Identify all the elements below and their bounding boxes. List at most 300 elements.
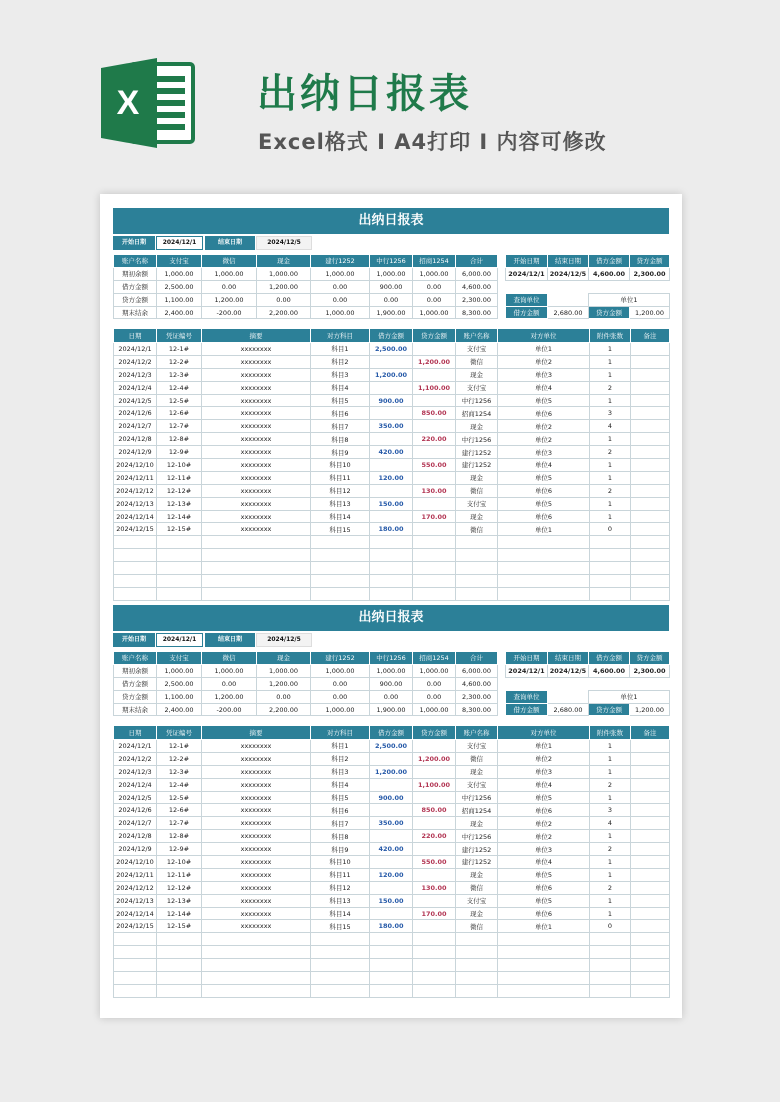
detail-header: 日期 (114, 726, 157, 740)
detail-cell: 2024/12/6 (114, 804, 157, 817)
summary-cell: 1,000.00 (311, 306, 370, 319)
summary-cell: 1,200.00 (257, 280, 311, 293)
detail-cell: 现金 (456, 420, 498, 433)
detail-cell: 350.00 (370, 817, 413, 830)
empty-cell (370, 972, 413, 985)
svg-text:X: X (116, 84, 140, 122)
banner-subtitle: Excel格式 I A4打印 I 内容可修改 (258, 130, 607, 154)
detail-cell: 12-13# (157, 894, 202, 907)
end-date-value[interactable]: 2024/12/5 (256, 236, 312, 250)
detail-cell: 科目6 (311, 804, 370, 817)
detail-cell: 建行1252 (456, 446, 498, 459)
detail-cell: 单位3 (498, 765, 590, 778)
detail-cell: 1 (590, 510, 631, 523)
detail-cell: 现金 (456, 510, 498, 523)
detail-cell: 1 (590, 856, 631, 869)
detail-cell: 1 (590, 471, 631, 484)
detail-cell (370, 355, 413, 368)
detail-cell: 12-4# (157, 381, 202, 394)
summary-cell: 2,300.00 (456, 690, 498, 703)
table-row (114, 920, 670, 933)
detail-cell: 12-10# (157, 459, 202, 472)
empty-cell (157, 933, 202, 946)
detail-cell: 900.00 (370, 791, 413, 804)
empty-cell (370, 946, 413, 959)
detail-cell: 2024/12/2 (114, 355, 157, 368)
detail-cell: 1,200.00 (413, 355, 456, 368)
detail-cell: 12-2# (157, 752, 202, 765)
detail-cell: 1 (590, 830, 631, 843)
empty-cell (114, 549, 157, 562)
detail-cell: 12-9# (157, 446, 202, 459)
detail-cell: xxxxxxxx (202, 791, 311, 804)
detail-cell: 2 (590, 843, 631, 856)
empty-cell (370, 587, 413, 600)
detail-header: 贷方金额 (413, 726, 456, 740)
detail-cell (631, 804, 670, 817)
empty-cell (631, 959, 670, 972)
query-header: 贷方金额 (630, 652, 670, 665)
detail-cell: xxxxxxxx (202, 471, 311, 484)
detail-cell: xxxxxxxx (202, 778, 311, 791)
summary-header: 现金 (257, 255, 311, 268)
detail-cell: 150.00 (370, 894, 413, 907)
summary-cell: 2,400.00 (157, 306, 202, 319)
summary-row (114, 306, 498, 319)
summary-header: 中行1256 (370, 255, 413, 268)
detail-cell: 支付宝 (456, 778, 498, 791)
detail-cell: 单位6 (498, 907, 590, 920)
query-header: 开始日期 (506, 652, 548, 665)
detail-header: 账户名称 (456, 329, 498, 343)
empty-cell (631, 536, 670, 549)
detail-cell: xxxxxxxx (202, 868, 311, 881)
empty-cell (311, 933, 370, 946)
empty-cell (202, 946, 311, 959)
detail-cell (631, 510, 670, 523)
detail-cell (631, 752, 670, 765)
summary-cell: 1,000.00 (370, 267, 413, 280)
detail-cell (631, 394, 670, 407)
table-row (114, 471, 670, 484)
detail-cell: 科目9 (311, 843, 370, 856)
query-value: 2,300.00 (630, 267, 670, 280)
query-unit-value[interactable]: 单位1 (589, 293, 670, 306)
detail-cell: 单位4 (498, 778, 590, 791)
detail-cell: 1 (590, 497, 631, 510)
empty-cell (590, 587, 631, 600)
detail-cell: 招商1254 (456, 804, 498, 817)
detail-cell (631, 868, 670, 881)
empty-cell (456, 562, 498, 575)
start-date-value[interactable]: 2024/12/1 (156, 236, 203, 250)
detail-cell: 微信 (456, 920, 498, 933)
detail-cell: 单位6 (498, 510, 590, 523)
query-summary-table (505, 254, 670, 319)
detail-header: 日期 (114, 329, 157, 343)
summary-row (114, 293, 498, 306)
detail-header: 摘要 (202, 726, 311, 740)
detail-cell: 单位1 (498, 523, 590, 536)
detail-cell: 科目4 (311, 778, 370, 791)
detail-cell: 微信 (456, 881, 498, 894)
empty-cell (413, 562, 456, 575)
detail-header: 对方科目 (311, 726, 370, 740)
detail-cell: 12-12# (157, 881, 202, 894)
table-row (114, 881, 670, 894)
detail-cell: 中行1256 (456, 791, 498, 804)
detail-cell: 科目11 (311, 868, 370, 881)
detail-cell: 0 (590, 920, 631, 933)
summary-header: 合计 (456, 652, 498, 665)
detail-cell (370, 778, 413, 791)
summary-header: 账户名称 (114, 255, 157, 268)
detail-cell: 2024/12/7 (114, 420, 157, 433)
empty-cell (202, 587, 311, 600)
summary-row-label: 贷方金额 (114, 690, 157, 703)
detail-cell: 中行1256 (456, 830, 498, 843)
detail-cell: 支付宝 (456, 740, 498, 753)
detail-cell (631, 740, 670, 753)
detail-cell: xxxxxxxx (202, 355, 311, 368)
empty-cell (157, 984, 202, 997)
detail-cell: 420.00 (370, 843, 413, 856)
empty-cell (157, 946, 202, 959)
empty-cell (157, 972, 202, 985)
detail-cell (631, 381, 670, 394)
detail-cell: 2 (590, 881, 631, 894)
detail-cell: 2024/12/4 (114, 381, 157, 394)
detail-cell: 单位6 (498, 484, 590, 497)
detail-table (113, 725, 670, 998)
detail-cell: 科目6 (311, 407, 370, 420)
table-row (114, 765, 670, 778)
summary-cell: 0.00 (257, 690, 311, 703)
empty-cell (114, 536, 157, 549)
detail-cell: xxxxxxxx (202, 343, 311, 356)
empty-cell (370, 536, 413, 549)
start-date-label: 开始日期 (113, 633, 155, 647)
start-date-label: 开始日期 (113, 236, 155, 250)
detail-cell: 科目10 (311, 459, 370, 472)
summary-cell: 6,000.00 (456, 267, 498, 280)
table-row (114, 843, 670, 856)
table-row (114, 778, 670, 791)
detail-cell: 2024/12/13 (114, 497, 157, 510)
table-row (114, 355, 670, 368)
query-header: 结束日期 (548, 652, 589, 665)
summary-cell: 6,000.00 (456, 664, 498, 677)
detail-cell: 2024/12/14 (114, 907, 157, 920)
summary-cell: 1,000.00 (311, 267, 370, 280)
detail-cell: 12-7# (157, 420, 202, 433)
summary-cell: 0.00 (311, 677, 370, 690)
summary-cell: 0.00 (413, 280, 456, 293)
detail-cell: 支付宝 (456, 343, 498, 356)
detail-cell (413, 343, 456, 356)
detail-cell (370, 459, 413, 472)
detail-cell: 微信 (456, 355, 498, 368)
summary-cell: 0.00 (257, 293, 311, 306)
empty-cell (157, 536, 202, 549)
empty-cell (413, 946, 456, 959)
detail-cell: 220.00 (413, 433, 456, 446)
empty-cell (498, 959, 590, 972)
detail-cell: 12-13# (157, 497, 202, 510)
detail-cell: 12-15# (157, 920, 202, 933)
detail-cell: 12-5# (157, 394, 202, 407)
detail-cell: 4 (590, 420, 631, 433)
empty-cell (114, 959, 157, 972)
detail-cell: 科目3 (311, 765, 370, 778)
date-range-row (113, 633, 669, 647)
detail-header: 凭证编号 (157, 329, 202, 343)
summary-cell: 1,000.00 (370, 664, 413, 677)
detail-cell: 单位2 (498, 752, 590, 765)
detail-cell: 3 (590, 804, 631, 817)
detail-cell: 科目7 (311, 817, 370, 830)
empty-cell (114, 946, 157, 959)
empty-cell (202, 549, 311, 562)
empty-cell (311, 587, 370, 600)
empty-cell (631, 946, 670, 959)
summary-cell: 2,500.00 (157, 677, 202, 690)
empty-row (114, 933, 670, 946)
detail-cell: xxxxxxxx (202, 497, 311, 510)
detail-cell: 12-2# (157, 355, 202, 368)
empty-cell (590, 536, 631, 549)
detail-cell: 单位6 (498, 407, 590, 420)
empty-cell (413, 959, 456, 972)
detail-cell: 单位1 (498, 740, 590, 753)
detail-cell: 2024/12/15 (114, 523, 157, 536)
summary-cell: 2,500.00 (157, 280, 202, 293)
table-row (114, 868, 670, 881)
detail-cell (631, 894, 670, 907)
empty-row (114, 587, 670, 600)
detail-cell: 单位2 (498, 355, 590, 368)
summary-row-label: 期初余额 (114, 267, 157, 280)
start-date-value[interactable]: 2024/12/1 (156, 633, 203, 647)
detail-cell (370, 407, 413, 420)
detail-cell: 2024/12/13 (114, 894, 157, 907)
detail-cell: 科目1 (311, 343, 370, 356)
empty-cell (498, 562, 590, 575)
summary-row-label: 贷方金额 (114, 293, 157, 306)
detail-cell: 科目8 (311, 433, 370, 446)
empty-cell (114, 984, 157, 997)
detail-cell: 单位4 (498, 381, 590, 394)
detail-cell (631, 343, 670, 356)
detail-cell (370, 510, 413, 523)
empty-row (114, 549, 670, 562)
empty-cell (498, 536, 590, 549)
detail-header: 附件张数 (590, 726, 631, 740)
end-date-value[interactable]: 2024/12/5 (256, 633, 312, 647)
summary-header: 支付宝 (157, 255, 202, 268)
detail-cell: 科目15 (311, 920, 370, 933)
detail-cell: 12-3# (157, 368, 202, 381)
detail-cell: 2024/12/7 (114, 817, 157, 830)
empty-cell (202, 933, 311, 946)
table-row (114, 407, 670, 420)
detail-cell (413, 920, 456, 933)
detail-cell (413, 523, 456, 536)
empty-cell (114, 575, 157, 588)
detail-cell: 单位4 (498, 856, 590, 869)
sheet-2 (113, 605, 669, 1001)
summary-cell: 0.00 (413, 293, 456, 306)
detail-cell: xxxxxxxx (202, 881, 311, 894)
detail-cell (631, 778, 670, 791)
detail-cell: xxxxxxxx (202, 394, 311, 407)
detail-cell: 科目1 (311, 740, 370, 753)
query-debit-value: 2,680.00 (548, 703, 589, 716)
empty-cell (202, 959, 311, 972)
detail-cell: 科目7 (311, 420, 370, 433)
detail-cell: 1 (590, 752, 631, 765)
summary-cell: 1,200.00 (257, 677, 311, 690)
summary-cell: 900.00 (370, 677, 413, 690)
query-header: 借方金额 (589, 255, 630, 268)
detail-cell: 1 (590, 894, 631, 907)
query-debit-label: 借方金额 (506, 306, 548, 319)
detail-cell: 2024/12/5 (114, 791, 157, 804)
detail-cell: 单位3 (498, 368, 590, 381)
summary-header: 中行1256 (370, 652, 413, 665)
summary-header: 账户名称 (114, 652, 157, 665)
detail-cell: 科目10 (311, 856, 370, 869)
detail-cell (413, 471, 456, 484)
empty-cell (413, 972, 456, 985)
query-value: 4,600.00 (589, 664, 630, 677)
detail-cell: 2024/12/12 (114, 881, 157, 894)
summary-cell: 1,000.00 (413, 703, 456, 716)
detail-cell (370, 804, 413, 817)
detail-cell (413, 368, 456, 381)
empty-row (114, 972, 670, 985)
detail-cell (631, 856, 670, 869)
detail-header: 备注 (631, 329, 670, 343)
query-header: 结束日期 (548, 255, 589, 268)
detail-cell: 2024/12/1 (114, 740, 157, 753)
query-debit-label: 借方金额 (506, 703, 548, 716)
empty-row (114, 536, 670, 549)
table-row (114, 856, 670, 869)
detail-cell: 350.00 (370, 420, 413, 433)
detail-cell: 1 (590, 791, 631, 804)
detail-cell: 科目2 (311, 752, 370, 765)
empty-cell (631, 549, 670, 562)
table-row (114, 894, 670, 907)
summary-row (114, 280, 498, 293)
detail-cell: 单位3 (498, 843, 590, 856)
empty-cell (370, 562, 413, 575)
detail-cell: 12-6# (157, 804, 202, 817)
detail-cell: 单位1 (498, 920, 590, 933)
summary-table (113, 651, 498, 716)
detail-cell: 2024/12/10 (114, 459, 157, 472)
summary-cell: 8,300.00 (456, 703, 498, 716)
empty-cell (456, 933, 498, 946)
empty-cell (590, 984, 631, 997)
empty-cell (631, 933, 670, 946)
detail-cell (370, 830, 413, 843)
detail-cell: 2024/12/11 (114, 471, 157, 484)
detail-cell: 120.00 (370, 471, 413, 484)
detail-cell: xxxxxxxx (202, 804, 311, 817)
detail-cell: 1 (590, 459, 631, 472)
empty-cell (456, 946, 498, 959)
detail-cell: 中行1256 (456, 433, 498, 446)
detail-cell: 现金 (456, 817, 498, 830)
detail-cell (413, 740, 456, 753)
detail-cell (631, 433, 670, 446)
detail-cell: 2024/12/9 (114, 843, 157, 856)
summary-cell: 1,100.00 (157, 293, 202, 306)
detail-cell: 微信 (456, 484, 498, 497)
detail-cell: xxxxxxxx (202, 817, 311, 830)
detail-cell: 科目12 (311, 881, 370, 894)
empty-row (114, 575, 670, 588)
detail-cell (370, 433, 413, 446)
empty-cell (413, 933, 456, 946)
summary-cell: 1,100.00 (157, 690, 202, 703)
detail-cell (631, 355, 670, 368)
sheet-1 (113, 208, 669, 604)
query-unit-value[interactable]: 单位1 (589, 690, 670, 703)
detail-cell: 单位5 (498, 791, 590, 804)
empty-cell (311, 575, 370, 588)
empty-cell (498, 587, 590, 600)
date-range-row (113, 236, 669, 250)
detail-cell: 科目5 (311, 394, 370, 407)
detail-header: 对方科目 (311, 329, 370, 343)
query-credit-value: 1,200.00 (630, 703, 670, 716)
detail-cell: xxxxxxxx (202, 907, 311, 920)
detail-cell: 科目2 (311, 355, 370, 368)
detail-cell: 420.00 (370, 446, 413, 459)
detail-cell: 550.00 (413, 459, 456, 472)
detail-cell: 科目8 (311, 830, 370, 843)
empty-cell (202, 575, 311, 588)
empty-cell (311, 549, 370, 562)
empty-cell (456, 575, 498, 588)
detail-cell: 单位1 (498, 343, 590, 356)
detail-cell: xxxxxxxx (202, 407, 311, 420)
summary-cell: 0.00 (413, 677, 456, 690)
detail-cell (631, 791, 670, 804)
table-row (114, 446, 670, 459)
empty-cell (202, 972, 311, 985)
empty-cell (370, 984, 413, 997)
detail-cell (631, 471, 670, 484)
table-row (114, 791, 670, 804)
summary-cell: 1,000.00 (413, 267, 456, 280)
sheet-title: 出纳日报表 (113, 605, 669, 631)
detail-cell: 1,200.00 (413, 752, 456, 765)
detail-cell (413, 868, 456, 881)
banner (0, 0, 780, 185)
detail-cell: 850.00 (413, 804, 456, 817)
detail-cell: 单位2 (498, 817, 590, 830)
detail-cell (631, 843, 670, 856)
query-header: 借方金额 (589, 652, 630, 665)
empty-cell (498, 972, 590, 985)
detail-cell: 单位2 (498, 420, 590, 433)
empty-cell (370, 959, 413, 972)
empty-cell (631, 562, 670, 575)
